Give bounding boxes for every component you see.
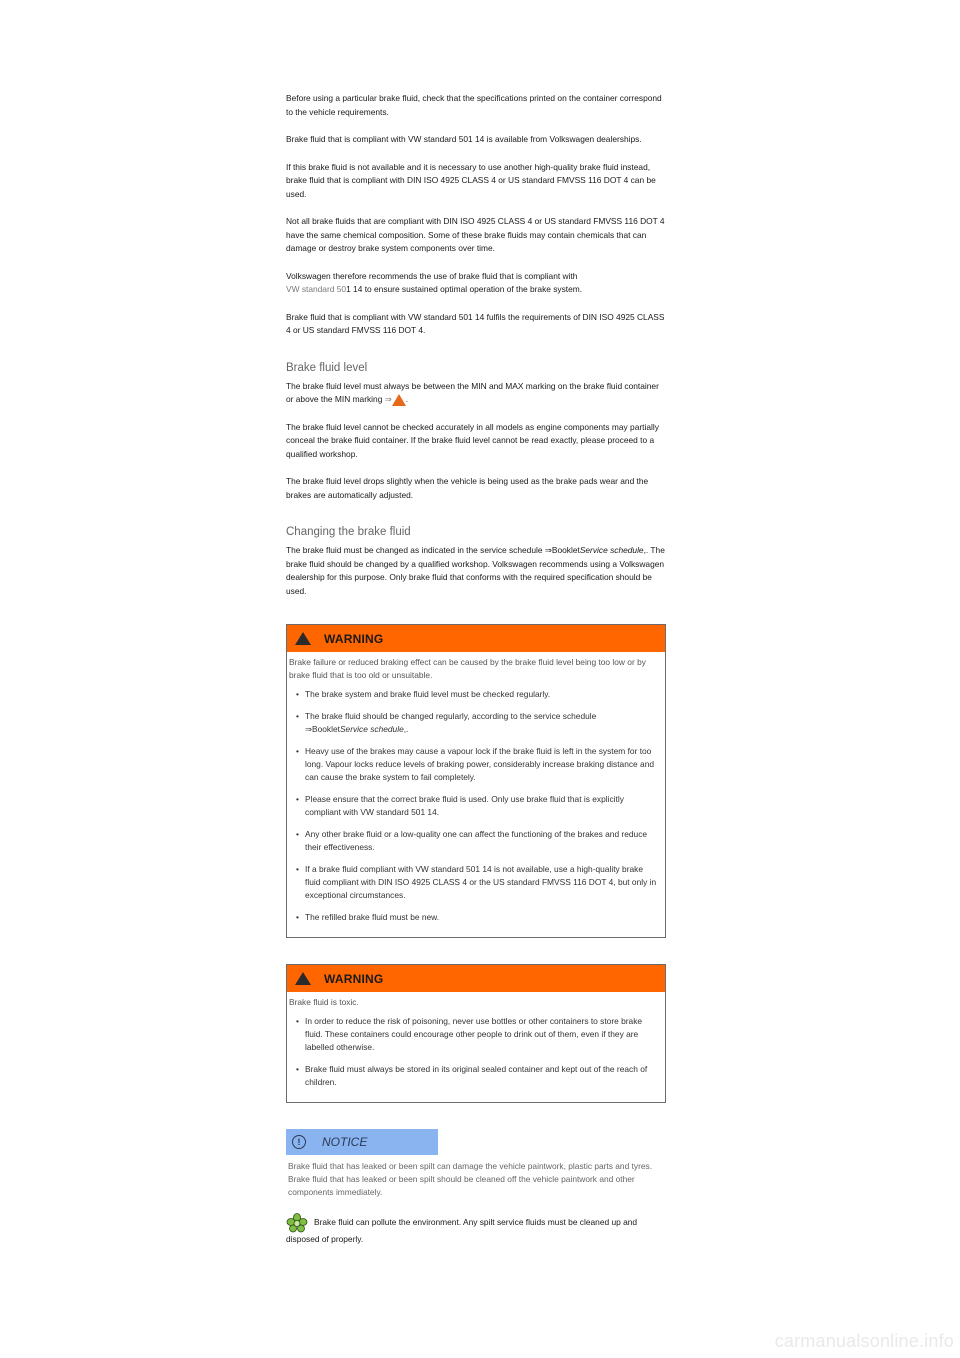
notice-text: Brake fluid that has leaked or been spilt can damage the vehicle paintwork, plastic parts and tyres. Brake fluid that has leaked or been spilt should be cleaned off the vehicle paintwork and other components immediately. [288, 1161, 653, 1197]
paragraph: If this brake fluid is not available and it is necessary to use another high-quality brake fluid instead, brake fluid that is compliant with DIN ISO 4925 CLASS 4 or US standard FMVSS 116 DOT 4 can be used. [286, 161, 656, 199]
paragraph-level-2: The brake fluid level cannot be checked accurately in all models as engine components may partially conceal the brake fluid container. If the brake fluid level cannot be read exactly, please proceed to a qualified workshop. [286, 421, 659, 459]
paragraph: Not all brake fluids that are compliant with DIN ISO 4925 CLASS 4 or US standard FMVSS 116 DOT 4 have the same chemical composition. Some of these brake fluids may contain chemicals that can damage or destroy brake system components over time. [286, 216, 665, 253]
paragraph-vw-recommend [286, 270, 666, 297]
paragraph-level-3: The brake fluid level drops slightly when the vehicle is being used as the brake pads wear and the brakes are automatically adjusted. [286, 476, 649, 500]
warning-triangle-icon [392, 394, 409, 406]
document-page [286, 92, 666, 1246]
warning-body [287, 992, 665, 1102]
warning-list [289, 688, 660, 924]
notice-header [286, 1129, 438, 1155]
notice-block [286, 1129, 666, 1199]
service-schedule-ref[interactable]: Service schedule [339, 724, 404, 734]
warning-header [287, 625, 665, 652]
environment-note [286, 1213, 666, 1246]
list-item: • If a brake fluid compliant with VW standard 501 14 is not available, use a high-quality brake fluid compliant with DIN ISO 4925 CLASS 4 or the US standard FMVSS 116 DOT 4, but only in exceptional circumstances. [289, 863, 660, 902]
level-text: The brake fluid level must always be between the MIN and MAX marking on the brake fluid container or above the MIN marking [286, 380, 659, 404]
watermark: carmanualsonline.info [774, 1331, 954, 1351]
warning-list [289, 1015, 660, 1089]
changing-text-post: ,. The brake fluid should be changed by a qualified workshop. Volkswagen recommends using a Volkswagen dealership for this purpose. Only brake fluid that conforms with the required specification should be used. [286, 545, 665, 596]
list-item [289, 710, 660, 736]
warning-body [287, 652, 665, 937]
list-item-end: ,. [403, 724, 409, 734]
list-item-text: The brake fluid should be changed regularly, according to the service schedule ⇒Booklet [305, 711, 597, 734]
arrow-glyph: ⇒ [384, 394, 392, 404]
warning-ref-link[interactable] [384, 394, 409, 404]
paragraph: Brake fluid that is compliant with VW standard 501 14 fulfils the requirements of DIN ISO 4925 CLASS 4 or US standard FMVSS 116 DOT 4. [286, 311, 665, 335]
list-item: • Brake fluid must always be stored in its original sealed container and kept out of the reach of children. [289, 1063, 660, 1089]
paragraph-level-1 [286, 380, 666, 407]
list-item: • Please ensure that the correct brake fluid is used. Only use brake fluid that is explicitly compliant with VW standard 501 14. [289, 793, 660, 819]
recommend-pre: Volkswagen therefore recommends the use of brake fluid that is compliant with [286, 270, 578, 281]
warning-box-brake-failure [286, 624, 666, 938]
recommend-post: 1 14 to ensure sustained optimal operation of the brake system. [346, 284, 583, 294]
list-item: • In order to reduce the risk of poisoning, never use bottles or other containers to store brake fluid. These containers could encourage other people to drink out of them, even if they are labelled otherwise. [289, 1015, 660, 1054]
warning-header [287, 965, 665, 992]
warning-intro: Brake fluid is toxic. [289, 997, 359, 1007]
list-item: • The refilled brake fluid must be new. [289, 911, 660, 924]
section-title-brake-fluid-level: Brake fluid level [286, 361, 368, 374]
paragraph: Brake fluid that is compliant with VW standard 501 14 is available from Volkswagen dealerships. [286, 134, 642, 144]
period: . [405, 394, 409, 404]
warning-box-toxic [286, 964, 666, 1103]
list-item: • Any other brake fluid or a low-quality one can affect the functioning of the brakes and reduce their effectiveness. [289, 828, 660, 854]
paragraph: Before using a particular brake fluid, check that the specifications printed on the container correspond to the vehicle requirements. [286, 93, 662, 117]
list-item: • The brake system and brake fluid level must be checked regularly. [289, 688, 660, 701]
exclamation-circle-icon: ! [292, 1135, 306, 1149]
environment-flower-icon [286, 1213, 308, 1233]
warning-intro: Brake failure or reduced braking effect can be caused by the brake fluid level being too low or by brake fluid that is too old or unsuitable. [289, 657, 646, 680]
section-title-changing-brake-fluid: Changing the brake fluid [286, 526, 411, 538]
warning-triangle-icon [295, 632, 311, 645]
environment-text: Brake fluid can pollute the environment. Any spilt service fluids must be cleaned up and disposed of properly. [286, 1217, 638, 1244]
paragraph-changing [286, 544, 666, 598]
warning-label: WARNING [324, 631, 384, 646]
list-item: • Heavy use of the brakes may cause a vapour lock if the brake fluid is left in the system for too long. Vapour locks reduce levels of braking power, considerably increase braking distance and can cause the brake system to fail completely. [289, 745, 660, 784]
warning-label: WARNING [324, 971, 384, 986]
notice-label: NOTICE [322, 1135, 368, 1149]
vw-standard-link[interactable]: VW standard 50 [286, 284, 347, 294]
changing-text-pre: The brake fluid must be changed as indicated in the service schedule ⇒Booklet [286, 545, 580, 555]
warning-triangle-icon [295, 972, 311, 985]
service-schedule-ref[interactable]: Service schedule [579, 545, 644, 555]
